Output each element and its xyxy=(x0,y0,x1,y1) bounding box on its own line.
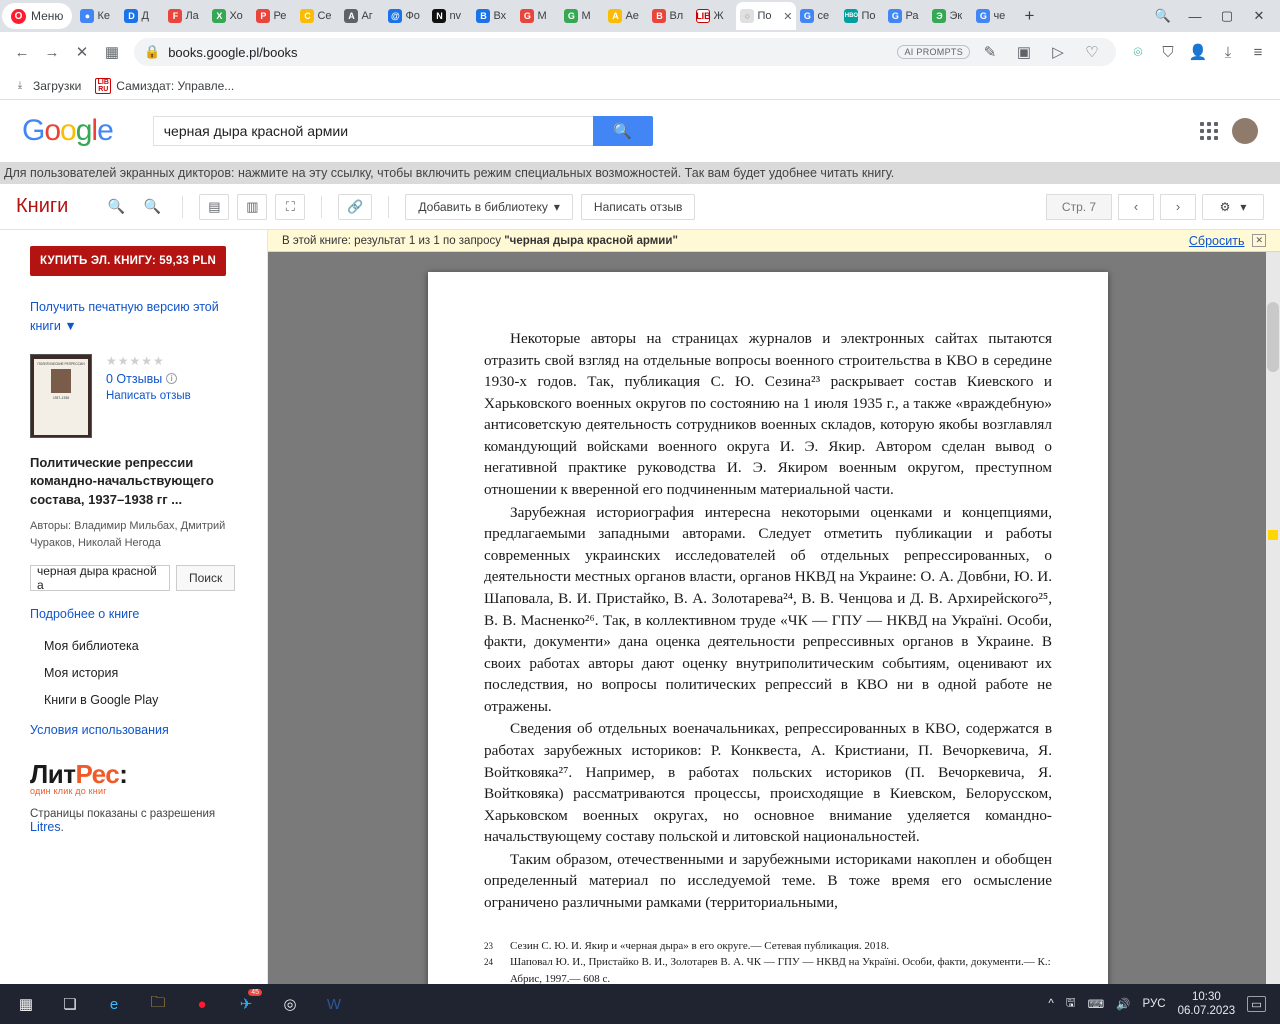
browser-tab[interactable] xyxy=(384,2,428,30)
tray-volume-icon[interactable]: 🔊 xyxy=(1116,999,1131,1011)
tab-label: Ре xyxy=(273,10,287,22)
tab-label: Вх xyxy=(493,10,507,22)
info-icon[interactable]: i xyxy=(166,373,177,384)
close-icon[interactable]: ✕ xyxy=(1252,234,1266,247)
litres-logo[interactable]: ЛитРес: xyxy=(30,759,128,790)
sidebar-item-my-library[interactable]: Моя библиотека xyxy=(44,639,139,654)
add-to-library-button[interactable] xyxy=(405,194,573,220)
browser-menu-icon[interactable]: ≡ xyxy=(1253,43,1263,61)
navigation-toolbar xyxy=(0,32,1280,72)
browser-tab[interactable] xyxy=(76,2,120,30)
tab-label: се xyxy=(817,10,830,22)
bookmarks-bar xyxy=(0,72,1280,100)
browser-tab[interactable] xyxy=(796,2,840,30)
tab-label: По xyxy=(861,10,876,22)
apps-grid-icon[interactable] xyxy=(1200,122,1218,140)
reviews-row xyxy=(106,372,191,386)
taskbar xyxy=(0,984,1280,1024)
tab-label: Аг xyxy=(361,10,373,22)
sidebar-item-my-history[interactable]: Моя история xyxy=(44,666,119,681)
wifi-icon[interactable]: ⌾ xyxy=(1133,43,1143,61)
paragraph: Таким образом, отечественными и зарубежными историками накоплен и обобщен определенный материал по исследуемой теме. В тоже время его осмысление ограничено различными рамками (территориальными, xyxy=(484,850,1052,912)
tab-favicon-icon: B xyxy=(476,9,490,23)
book-summary xyxy=(30,354,245,438)
rating-stars: ★★★★★ xyxy=(106,353,165,368)
book-search-input[interactable]: черная дыра красной а xyxy=(30,565,170,591)
tab-favicon-icon: HBO xyxy=(844,9,858,23)
footnote-text: Сезин С. Ю. И. Якир и «черная дыра» в его округе.— Сетевая публикация. 2018. xyxy=(510,939,890,952)
google-books-header xyxy=(0,100,1280,162)
bookmark-label: Загрузки xyxy=(33,78,82,93)
browser-tab[interactable] xyxy=(252,2,296,30)
browser-tab[interactable] xyxy=(428,2,472,30)
tab-favicon-icon: ● xyxy=(80,9,94,23)
browser-tab[interactable] xyxy=(296,2,340,30)
chevron-down-icon: ▾ xyxy=(553,199,560,214)
reviews-link[interactable]: 0 Отзывы xyxy=(106,371,163,386)
clock-time: 10:30 xyxy=(1191,990,1221,1003)
header-right xyxy=(1200,118,1258,144)
book-search-form xyxy=(30,565,245,591)
shield-icon[interactable]: ⛉ xyxy=(1162,43,1174,61)
opera-menu-label: Меню xyxy=(31,9,64,23)
zoom-in-icon[interactable]: 🔍 xyxy=(107,198,126,214)
browser-tab[interactable] xyxy=(648,2,692,30)
divider xyxy=(321,196,322,218)
tab-label: Ае xyxy=(625,10,639,22)
search-hit-marker[interactable] xyxy=(1268,530,1278,540)
browser-tab[interactable] xyxy=(840,2,884,30)
libru-icon: LIB RU xyxy=(95,78,111,94)
book-cover-art: ПОЛИТИЧЕСКИЕ РЕПРЕССИИ 1937–1938 xyxy=(34,359,88,435)
tab-label: Д xyxy=(141,10,149,22)
browser-tab[interactable] xyxy=(208,2,252,30)
write-review-link[interactable]: Написать отзыв xyxy=(106,389,191,402)
avatar[interactable] xyxy=(1232,118,1258,144)
tray-expand-icon[interactable]: ^ xyxy=(1048,998,1054,1010)
tab-favicon-icon: P xyxy=(256,9,270,23)
download-icon: ⤓ xyxy=(17,80,23,91)
sidebar-item-google-play[interactable]: Книги в Google Play xyxy=(44,693,159,708)
window-controls xyxy=(1148,2,1278,30)
tab-label: Ра xyxy=(905,10,919,22)
tab-favicon-icon: D xyxy=(124,9,138,23)
tab-label: По xyxy=(757,10,772,22)
add-to-library-label: Добавить в библиотеку xyxy=(418,199,548,214)
browser-tab[interactable] xyxy=(692,2,736,30)
browser-tab[interactable] xyxy=(472,2,516,30)
buy-ebook-button[interactable]: КУПИТЬ ЭЛ. КНИГУ: 59,33 PLN xyxy=(30,246,226,276)
settings-button[interactable] xyxy=(1202,194,1264,220)
result-text: В этой книге: результат 1 из 1 по запросу xyxy=(282,234,501,247)
gear-icon: ⚙ xyxy=(1219,199,1231,214)
url-text: books.google.pl/books xyxy=(168,44,298,60)
browser-tab[interactable] xyxy=(560,2,604,30)
system-tray xyxy=(1048,990,1274,1019)
edge-icon[interactable]: e xyxy=(109,995,119,1013)
browser-tab[interactable] xyxy=(972,2,1016,30)
tab-label: Эк xyxy=(949,10,963,22)
tab-favicon-icon: С xyxy=(300,9,314,23)
notification-icon[interactable]: ▭ xyxy=(1247,996,1266,1012)
tab-favicon-icon: LIB xyxy=(696,9,710,23)
sidebar xyxy=(0,230,268,984)
litres-tagline: один клик до книг xyxy=(30,786,107,797)
toolbar-right xyxy=(1046,194,1264,220)
minimize-button[interactable]: — xyxy=(1188,8,1202,24)
tab-favicon-icon: @ xyxy=(388,9,402,23)
tab-favicon-icon: F xyxy=(168,9,182,23)
forward-icon[interactable]: → xyxy=(44,43,60,61)
terms-link[interactable]: Условия использования xyxy=(30,723,169,738)
telegram-icon[interactable]: ✈ 45 xyxy=(226,986,266,1022)
browser-tab[interactable] xyxy=(120,2,164,30)
browser-tab[interactable] xyxy=(884,2,928,30)
browser-tab[interactable] xyxy=(340,2,384,30)
reader-scrollbar[interactable] xyxy=(1266,252,1280,984)
tab-label: Ке xyxy=(97,10,110,22)
next-page-button[interactable]: › xyxy=(1160,194,1196,220)
browser-tab[interactable] xyxy=(604,2,648,30)
telegram-badge: 45 xyxy=(248,989,262,996)
footnote-text: Шаповал Ю. И., Пристайко В. И., Золотарев В. А. ЧК — ГПУ — НКВД на Україні. Особи, факти, документи.— К.: Абрис, 1997.— 608 с. xyxy=(510,956,1051,984)
tab-label: М xyxy=(581,10,591,22)
tab-favicon-icon: Э xyxy=(932,9,946,23)
maximize-button[interactable]: ▢ xyxy=(1220,8,1234,23)
browser-tab-active[interactable] xyxy=(736,2,796,30)
content-area xyxy=(0,230,1280,984)
footnote xyxy=(484,954,1052,984)
footnote-number: 23 xyxy=(484,940,493,951)
task-view-button[interactable]: ❏ xyxy=(63,996,77,1013)
tab-label: Се xyxy=(317,10,332,22)
book-authors: Авторы: Владимир Мильбах, Дмитрий Чураков, Николай Негода xyxy=(30,520,226,549)
google-search-form xyxy=(153,116,653,146)
paragraph: Зарубежная историография интересна некоторыми оценками и концепциями, предлагаемыми западными авторами. Следует отметить публикации и работы современных украинских исследователей об отдельных репрессированных, о деятельности местных органов власти, органов НКВД на Украине: О. А. Довбни, Ю. И. Шаповала, В. И. Пристайко, В. А. Золотарева²⁴, В. В. Ченцова и Д. В. Архирейского²⁵, В. В. Масненко²⁶. Так, в коллективном труде «ЧК — ГПУ — НКВД на Україні. Особи, факти, документи» дана оценка деятельности репрессивных органов в Украине. В своих работах авторы дают оценку внутриполитическим событиям, оценивают их последствия, но вопросы политических репрессий в КВО ни в одной работе не отражены. xyxy=(484,503,1052,715)
tab-favicon-icon: G xyxy=(800,9,814,23)
fullscreen-icon[interactable]: ⛶ xyxy=(275,194,305,220)
bookmark-samizdat[interactable] xyxy=(95,78,234,94)
tab-overview-icon[interactable]: ▦ xyxy=(104,44,120,61)
book-title: Политические репрессии командно-начальствующего состава, 1937–1938 гг ... xyxy=(30,454,214,508)
rating-block xyxy=(106,354,191,438)
book-page xyxy=(428,272,1108,984)
opera-logo-icon: O xyxy=(11,9,26,24)
accessibility-notice[interactable]: Для пользователей экранных дикторов: нажмите на эту ссылку, чтобы включить режим специальных возможностей. Так вам будет удобнее читать книгу. xyxy=(0,162,1280,184)
chevron-down-icon: ▾ xyxy=(1240,199,1247,214)
close-window-button[interactable]: ✕ xyxy=(1253,8,1265,23)
tab-favicon-icon: B xyxy=(652,9,666,23)
search-tabs-icon[interactable]: 🔍 xyxy=(1154,8,1172,23)
permission-text: Страницы показаны с разрешения xyxy=(30,808,216,821)
permission-note xyxy=(30,808,245,834)
browser-tab[interactable] xyxy=(164,2,208,30)
more-about-book-link[interactable]: Подробнее о книге xyxy=(30,607,140,622)
page-title[interactable]: Книги xyxy=(16,195,69,217)
tab-close-icon[interactable]: ✕ xyxy=(783,10,793,23)
sidebar-nav xyxy=(30,639,245,707)
tab-favicon-icon: G xyxy=(520,9,534,23)
tab-label: nv xyxy=(449,10,462,22)
tray-keyboard-icon[interactable]: ⌨ xyxy=(1087,999,1105,1011)
divider xyxy=(388,196,389,218)
google-logo[interactable]: Google xyxy=(22,114,113,147)
bookmark-downloads[interactable] xyxy=(12,78,81,94)
bookmark-label: Самиздат: Управле... xyxy=(116,78,235,93)
paragraph: Сведения об отдельных военачальниках, репрессированных в КВО, содержатся в работах зарубежных историков: Р. Конквеста, А. Кристиани, П. Вечоркевича, Я. Войтковяка²⁷. Например, в работах польских историков (П. Вечоркевича, Я. Войтковяка) рассматриваются процессы, происходящие в Киевском, Белорусском, Харьковском военных округах, но основное внимание уделяется командно-начальствующему составу польской и литовской национальностей. xyxy=(484,720,1052,846)
book-search-button[interactable]: Поиск xyxy=(176,565,235,591)
opera-menu-button[interactable] xyxy=(2,3,72,29)
chrome-icon[interactable]: ◎ xyxy=(283,996,297,1013)
two-pages-icon[interactable]: ▥ xyxy=(237,194,267,220)
book-cover[interactable] xyxy=(30,354,92,438)
browser-tab[interactable] xyxy=(928,2,972,30)
book-toolbar xyxy=(0,184,1280,230)
tab-favicon-icon: X xyxy=(212,9,226,23)
clock-date: 06.07.2023 xyxy=(1177,1005,1236,1017)
tray-storage-icon[interactable]: 🖫 xyxy=(1065,996,1076,1009)
search-input[interactable]: черная дыра красной армии xyxy=(153,116,593,146)
book-reader xyxy=(268,230,1280,984)
search-result-bar xyxy=(268,230,1280,252)
tab-favicon-icon: ○ xyxy=(740,9,754,23)
clock[interactable] xyxy=(1178,990,1236,1019)
browser-tab[interactable] xyxy=(516,2,560,30)
tab-favicon-icon: A xyxy=(344,9,358,23)
tab-label: че xyxy=(993,10,1006,22)
print-version-link[interactable]: Получить печатную версию этой книги ▼ xyxy=(30,300,219,333)
single-page-icon[interactable]: ▤ xyxy=(199,194,229,220)
footnote xyxy=(484,938,1052,955)
tab-label: Хо xyxy=(229,10,243,22)
prev-page-button[interactable]: ‹ xyxy=(1118,194,1154,220)
language-indicator[interactable]: РУС xyxy=(1142,998,1166,1010)
search-button[interactable] xyxy=(593,116,653,146)
start-button[interactable]: ▦ xyxy=(18,996,34,1013)
search-icon: 🔍 xyxy=(613,123,633,140)
tab-favicon-icon: G xyxy=(564,9,578,23)
link-icon[interactable]: 🔗 xyxy=(338,194,372,220)
opera-icon[interactable]: ● xyxy=(197,995,207,1013)
tab-favicon-icon: N xyxy=(432,9,446,23)
ai-prompts-badge[interactable]: AI PROMPTS xyxy=(897,45,970,59)
divider xyxy=(182,196,183,218)
profile-icon[interactable]: 👤 xyxy=(1188,44,1208,61)
permission-dot: . xyxy=(60,822,64,835)
favorite-icon[interactable]: ♡ xyxy=(1085,44,1099,61)
footnotes xyxy=(484,930,1052,984)
write-review-button[interactable]: Написать отзыв xyxy=(581,194,695,220)
tab-label: Фо xyxy=(405,10,420,22)
tab-favicon-icon: G xyxy=(976,9,990,23)
stop-icon[interactable]: ✕ xyxy=(75,44,89,61)
page-number-input[interactable]: Стр. 7 xyxy=(1046,194,1112,220)
tab-strip xyxy=(0,0,1280,32)
result-query: "черная дыра красной армии" xyxy=(504,234,678,247)
file-explorer-icon[interactable]: 🗀 xyxy=(150,993,166,1011)
tab-label: Ж xyxy=(713,10,724,22)
download-icon[interactable]: ⤓ xyxy=(1224,43,1232,61)
tab-label: Вл xyxy=(669,10,684,22)
snapshot-icon[interactable]: ▣ xyxy=(1016,44,1032,61)
tab-favicon-icon: A xyxy=(608,9,622,23)
address-bar[interactable] xyxy=(134,38,1116,66)
player-icon[interactable]: ▷ xyxy=(1052,44,1064,61)
permission-link[interactable]: Litres xyxy=(30,820,61,835)
tab-label: М xyxy=(537,10,547,22)
scrollbar-thumb[interactable] xyxy=(1267,302,1279,372)
paragraph: Некоторые авторы на страницах журналов и электронных сайтах пытаются отразить свой взгляд на отдельные вопросы военного строительства в КВО в середине 1930-х годов. Так, публикация С. Ю. Сезина²³ раскрывает состав Киевского и Харьковского военных округов по состоянию на 1 июля 1935 г., а также «враждебную» антисоветскую деятельность сотрудников военных складов, которую якобы возглавлял командующий войсками военного округа И. Э. Якир. Автором сделан вывод о негативной практике руководства И. Э. Якиром военным округом, преступном отношении к вверенной его подчиненным материальной части. xyxy=(484,330,1052,499)
edit-icon[interactable]: ✎ xyxy=(983,44,997,61)
zoom-out-icon[interactable]: 🔍 xyxy=(143,198,162,214)
tab-favicon-icon: G xyxy=(888,9,902,23)
tab-label: Ла xyxy=(185,10,199,22)
lock-icon: 🔒 xyxy=(144,44,161,59)
back-icon[interactable]: ← xyxy=(14,43,30,61)
reset-search-link[interactable]: Сбросить xyxy=(1188,233,1245,248)
browser-chrome xyxy=(0,0,1280,100)
word-icon[interactable]: W xyxy=(326,995,342,1013)
footnote-number: 24 xyxy=(484,957,493,968)
new-tab-button[interactable]: + xyxy=(1024,6,1035,25)
